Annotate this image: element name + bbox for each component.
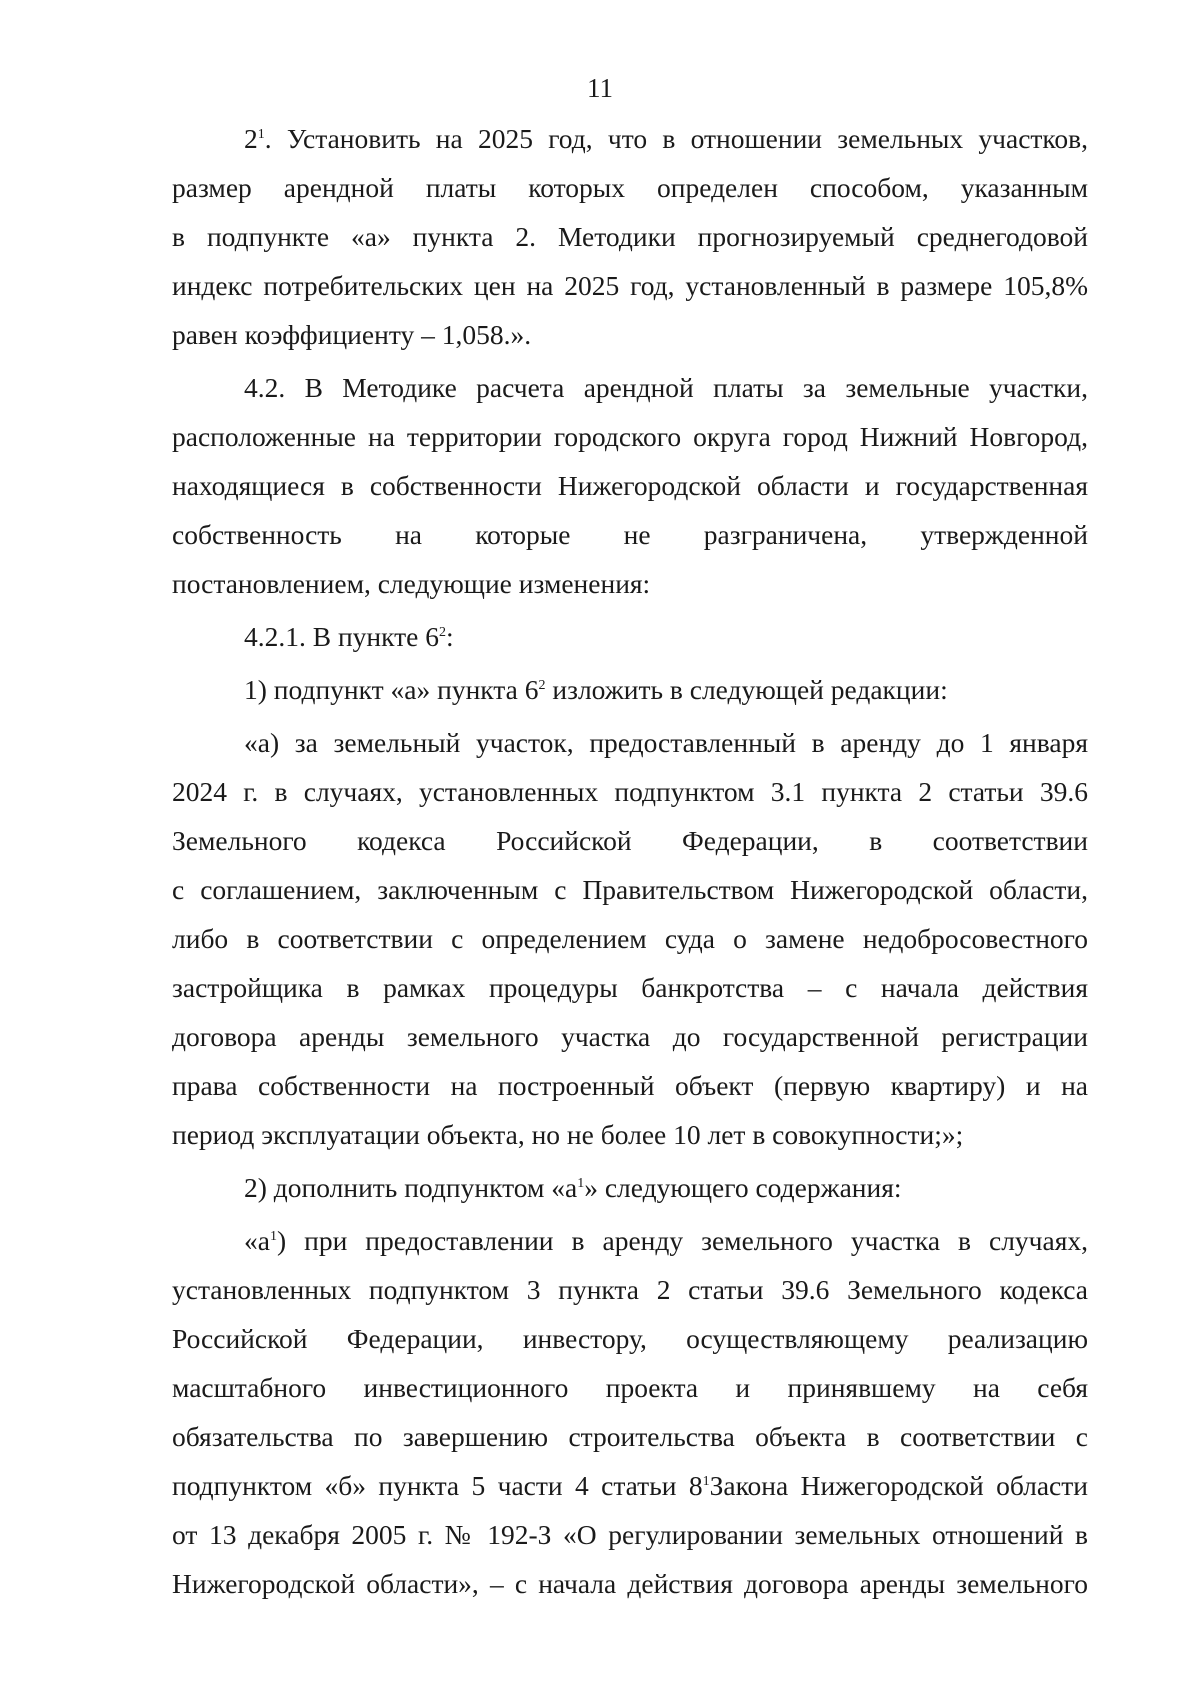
- paragraph-line: в подпункте «а» пункта 2. Методики прогнозируемый среднегодовой: [172, 221, 1088, 252]
- superscript: 1: [269, 1228, 277, 1244]
- paragraph-line: $2^1$. Установить на 2025 год, что в отношении земельных участков,: [244, 123, 1088, 154]
- paragraph-line: права собственности на построенный объект (первую квартиру) и на: [172, 1070, 1088, 1101]
- superscript: 1: [702, 1473, 710, 1489]
- paragraph-line: подпунктом «б» пункта 5 части 4 статьи $8^1Закона$ Нижегородской области: [172, 1470, 1089, 1501]
- paragraph-line: застройщика в рамках процедуры банкротства – с начала действия: [172, 972, 1088, 1003]
- paragraph-methodology-changes: [172, 363, 1088, 608]
- paragraph-line: 1) подпункт «а» пункта $6^2$ изложить в следующей редакции:: [244, 674, 948, 705]
- paragraph-rent-2025: [172, 114, 1088, 359]
- paragraph-clause-4-2-1: [172, 612, 1088, 661]
- paragraph-line: установленных подпунктом 3 пункта 2 статьи 39.6 Земельного кодекса: [172, 1274, 1088, 1305]
- paragraph-line: период эксплуатации объекта, но не более 10 лет в совокупности;»;: [172, 1119, 964, 1150]
- paragraph-line: расположенные на территории городского округа город Нижний Новгород,: [172, 421, 1088, 452]
- paragraph-line: «$а^1$) при предоставлении в аренду земельного участка в случаях,: [244, 1225, 1088, 1256]
- paragraph-line: 2024 г. в случаях, установленных подпунктом 3.1 пункта 2 статьи 39.6: [172, 776, 1088, 807]
- paragraph-line: постановлением, следующие изменения:: [172, 568, 651, 599]
- paragraph-line: собственность на которые не разграничена, утвержденной: [172, 519, 1088, 550]
- paragraph-line: находящиеся в собственности Нижегородской области и государственная: [172, 470, 1088, 501]
- paragraph-subclause-a: [172, 718, 1088, 1159]
- paragraph-line: 2) дополнить подпунктом «$а^1$» следующего содержания:: [244, 1172, 902, 1203]
- paragraph-subclause-2: [172, 1163, 1088, 1212]
- paragraph-line: либо в соответствии с определением суда о замене недобросовестного: [172, 923, 1088, 954]
- paragraph-line: «а) за земельный участок, предоставленный в аренду до 1 января: [244, 727, 1088, 758]
- paragraph-line: равен коэффициенту – 1,058.».: [172, 319, 532, 350]
- paragraph-line: договора аренды земельного участка до государственной регистрации: [172, 1021, 1088, 1052]
- paragraph-line: Нижегородской области», – с начала действия договора аренды земельного: [172, 1568, 1088, 1599]
- paragraph-line: 4.2. В Методике расчета арендной платы за земельные участки,: [244, 372, 1088, 403]
- paragraph-line: размер арендной платы которых определен способом, указанным: [172, 172, 1088, 203]
- paragraph-subclause-a1: [172, 1216, 1088, 1608]
- superscript: 2: [538, 677, 546, 693]
- paragraph-line: 4.2.1. В пункте $6^2$:: [244, 621, 454, 652]
- paragraph-line: Российской Федерации, инвестору, осуществляющему реализацию: [172, 1323, 1088, 1354]
- superscript: 1: [257, 126, 265, 142]
- paragraph-line: с соглашением, заключенным с Правительством Нижегородской области,: [172, 874, 1088, 905]
- paragraph-line: обязательства по завершению строительства объекта в соответствии с: [172, 1421, 1088, 1452]
- superscript: 2: [439, 624, 446, 640]
- paragraph-line: от 13 декабря 2005 г. № 192-З «О регулировании земельных отношений в: [172, 1519, 1088, 1550]
- paragraph-subclause-1: [172, 665, 1088, 714]
- paragraph-line: индекс потребительских цен на 2025 год, установленный в размере 105,8%: [172, 270, 1088, 301]
- paragraph-line: Земельного кодекса Российской Федерации, в соответствии: [172, 825, 1088, 856]
- paragraph-line: масштабного инвестиционного проекта и принявшему на себя: [172, 1372, 1088, 1403]
- page-number: 11: [587, 73, 613, 103]
- document-body: [172, 114, 1088, 1608]
- superscript: 1: [577, 1175, 585, 1191]
